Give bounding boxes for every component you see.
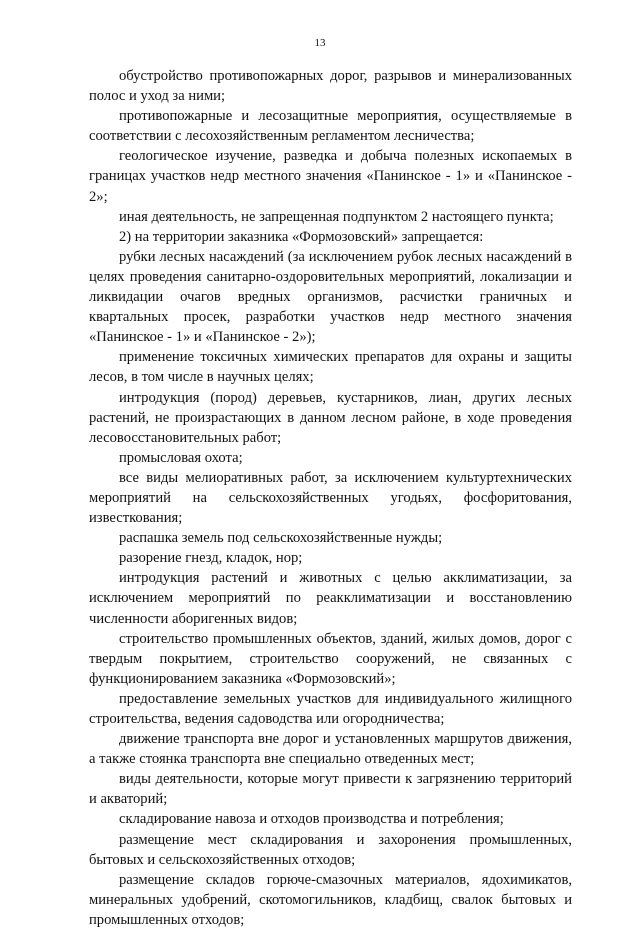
paragraph: размещение складов горюче-смазочных материалов, ядохимикатов, минеральных удобрений, скотомогильников, кладбищ, свалок бытовых и промышленных отходов; (89, 871, 572, 928)
document-body (89, 66, 572, 930)
paragraph: рубки лесных насаждений (за исключением рубок лесных насаждений в целях проведения санитарно-оздоровительных мероприятий, локализации и ликвидации очагов вредных организмов, расчистки граничных и квартальных просек, разработки участков недр местного значения «Панинское - 1» и «Панинское - 2»); (89, 248, 572, 346)
paragraph: геологическое изучение, разведка и добыча полезных ископаемых в границах участков недр местного значения «Панинское - 1» и «Панинское - 2»; (89, 148, 572, 205)
paragraph: промысловая охота; (119, 449, 243, 466)
paragraph: размещение мест складирования и захоронения промышленных, бытовых и сельскохозяйственных отходов; (89, 831, 572, 868)
paragraph: противопожарные и лесозащитные мероприятия, осуществляемые в соответствии с лесохозяйственным регламентом лесничества; (89, 108, 572, 145)
paragraph: все виды мелиоративных работ, за исключением культуртехнических мероприятий на сельскохозяйственных угодьях, фосфоритования, известкования; (89, 469, 572, 527)
page-number: 13 (314, 37, 326, 49)
subsection-heading: 2) на территории заказника «Формозовский» запрещается: (119, 228, 484, 245)
paragraph: интродукция (пород) деревьев, кустарников, лиан, других лесных растений, не произрастающих в данном лесном районе, в ходе проведения лесовосстановительных работ; (89, 389, 572, 446)
paragraph: обустройство противопожарных дорог, разрывов и минерализованных полос и уход за ними; (89, 68, 572, 105)
paragraph: предоставление земельных участков для индивидуального жилищного строительства, ведения садоводства или огородничества; (89, 690, 572, 727)
paragraph: складирование навоза и отходов производства и потребления; (119, 811, 504, 828)
paragraph: строительство промышленных объектов, зданий, жилых домов, дорог с твердым покрытием, строительство сооружений, не связанных с функционированием заказника «Формозовский»; (89, 630, 572, 687)
paragraph: распашка земель под сельскохозяйственные нужды; (119, 530, 443, 547)
paragraph: виды деятельности, которые могут привести к загрязнению территорий и акваторий; (89, 771, 572, 808)
paragraph: иная деятельность, не запрещенная подпунктом 2 настоящего пункта; (119, 208, 554, 225)
paragraph: интродукция растений и животных с целью акклиматизации, за исключением мероприятий по реакклиматизации и восстановлению численности аборигенных видов; (89, 570, 572, 627)
paragraph: движение транспорта вне дорог и установленных маршрутов движения, а также стоянка транспорта вне специально отведенных мест; (89, 731, 572, 768)
paragraph: разорение гнезд, кладок, нор; (119, 550, 303, 567)
paragraph: применение токсичных химических препаратов для охраны и защиты лесов, в том числе в научных целях; (89, 349, 572, 386)
